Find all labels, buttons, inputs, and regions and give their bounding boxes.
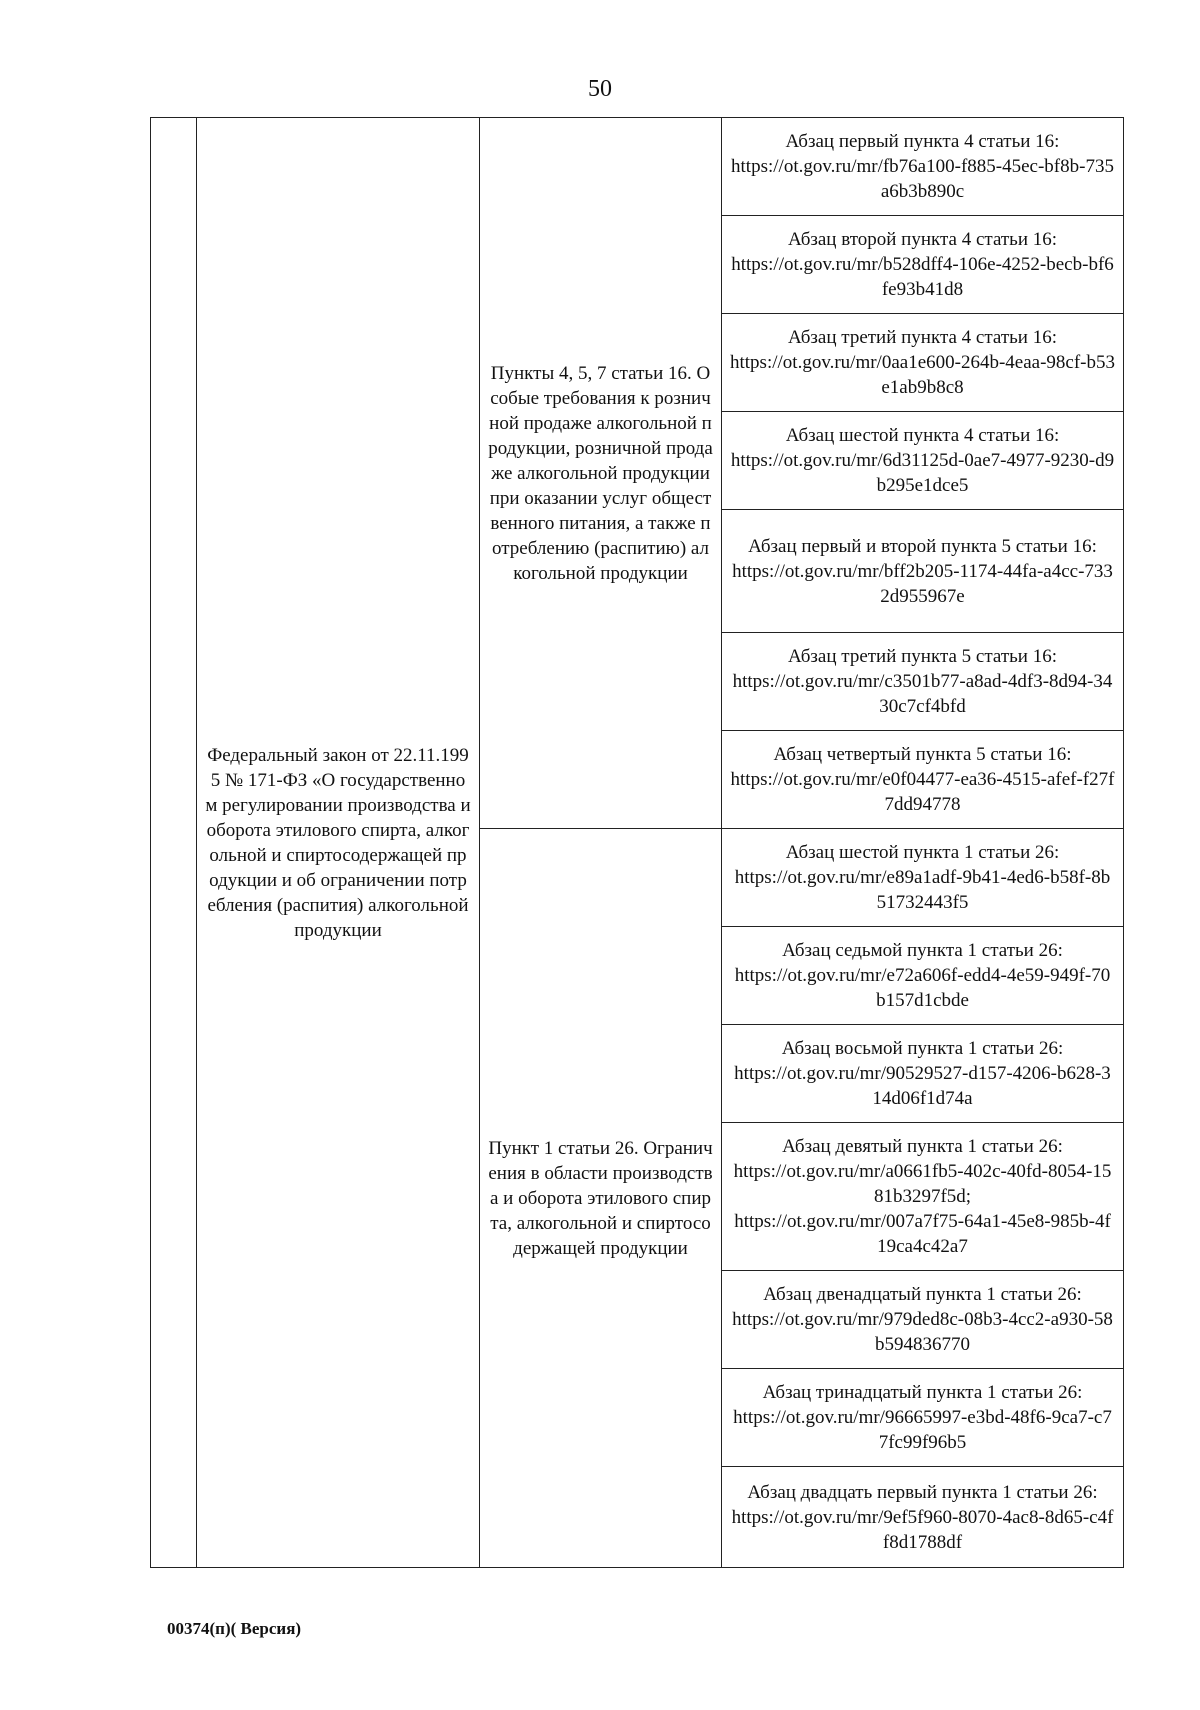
reference-link[interactable]: https://ot.gov.ru/mr/96665997-e3bd-48f6-9ca7-c77fc99f96b5	[733, 1407, 1112, 1453]
reference-caption: Абзац третий пункта 4 статьи 16:	[788, 327, 1057, 348]
reference-caption: Абзац двадцать первый пункта 1 статьи 26:	[747, 1481, 1098, 1503]
reference-caption: Абзац восьмой пункта 1 статьи 26:	[781, 1038, 1064, 1059]
reference-link[interactable]: https://ot.gov.ru/mr/fb76a100-f885-45ec-bf8b-735a6b3b890c	[731, 156, 1114, 202]
reference-link[interactable]: https://ot.gov.ru/mr/e72a606f-edd4-4e59-949f-70b157d1cbde	[734, 965, 1111, 1011]
reference-cell	[722, 633, 1124, 731]
reference-cell	[722, 412, 1124, 510]
reference-cell	[722, 927, 1124, 1025]
reference-caption: Абзац тринадцатый пункта 1 статьи 26:	[762, 1382, 1083, 1403]
reference-link[interactable]: https://ot.gov.ru/mr/c3501b77-a8ad-4df3-8d94-3430c7cf4bfd	[732, 671, 1113, 717]
reference-cell	[722, 510, 1124, 633]
document-footer: 00374(п)( Версия)	[167, 1619, 302, 1638]
reference-link[interactable]: https://ot.gov.ru/mr/6d31125d-0ae7-4977-9230-d9b295e1dce5	[730, 450, 1115, 496]
reference-link[interactable]: https://ot.gov.ru/mr/0aa1e600-264b-4eaa-98cf-b53e1ab9b8c8	[730, 352, 1115, 398]
reference-cell	[722, 1025, 1124, 1123]
reference-caption: Абзац шестой пункта 4 статьи 16:	[785, 425, 1060, 446]
reference-link[interactable]: https://ot.gov.ru/mr/bff2b205-1174-44fa-a4cc-7332d955967e	[732, 560, 1113, 607]
reference-caption: Абзац третий пункта 5 статьи 16:	[788, 646, 1057, 667]
reference-link[interactable]: https://ot.gov.ru/mr/979ded8c-08b3-4cc2-a930-58b594836770	[732, 1309, 1113, 1355]
reference-caption: Абзац второй пункта 4 статьи 16:	[787, 229, 1058, 250]
reference-cell	[722, 731, 1124, 829]
reference-link[interactable]: https://ot.gov.ru/mr/90529527-d157-4206-b628-314d06f1d74a	[734, 1063, 1111, 1109]
reference-caption: Абзац шестой пункта 1 статьи 26:	[785, 842, 1060, 863]
article-cell: Пункт 1 статьи 26. Ограничения в области производства и оборота этилового спирта, алкогольной и спиртосодержащей продукции	[480, 829, 722, 1568]
reference-caption: Абзац четвертый пункта 5 статьи 16:	[773, 744, 1072, 765]
reference-link[interactable]: https://ot.gov.ru/mr/e0f04477-ea36-4515-afef-f27f7dd94778	[730, 769, 1115, 815]
reference-link[interactable]: https://ot.gov.ru/mr/9ef5f960-8070-4ac8-8d65-c4ff8d1788df	[731, 1506, 1114, 1553]
reference-caption: Абзац седьмой пункта 1 статьи 26:	[782, 940, 1063, 961]
table-row	[151, 118, 1124, 216]
reference-caption: Абзац девятый пункта 1 статьи 26:	[782, 1136, 1063, 1157]
reference-caption: Абзац первый пункта 4 статьи 16:	[785, 131, 1060, 152]
article-cell: Пункты 4, 5, 7 статьи 16. Особые требования к розничной продаже алкогольной продукции, розничной продаже алкогольной продукции при оказании услуг общественного питания, а также потреблению (распитию) алкогольной продукции	[480, 118, 722, 829]
number-cell	[151, 118, 197, 1568]
page-number: 50	[588, 76, 612, 102]
reference-caption: Абзац первый и второй пункта 5 статьи 16:	[748, 535, 1097, 557]
document-table	[150, 117, 1124, 1568]
reference-link[interactable]: https://ot.gov.ru/mr/e89a1adf-9b41-4ed6-b58f-8b51732443f5	[734, 867, 1111, 913]
reference-cell	[722, 1123, 1124, 1271]
reference-cell	[722, 118, 1124, 216]
law-name-cell: Федеральный закон от 22.11.1995 № 171-ФЗ «О государственном регулировании производства и оборота этилового спирта, алкогольной и спиртосодержащей продукции и об ограничении потребления (распития) алкогольной продукции	[197, 118, 480, 1568]
reference-link[interactable]: https://ot.gov.ru/mr/a0661fb5-402c-40fd-8054-1581b3297f5d;	[733, 1161, 1112, 1207]
reference-caption: Абзац двенадцатый пункта 1 статьи 26:	[763, 1284, 1082, 1305]
reference-cell	[722, 829, 1124, 927]
reference-cell	[722, 1467, 1124, 1568]
reference-cell	[722, 216, 1124, 314]
reference-link[interactable]: https://ot.gov.ru/mr/b528dff4-106e-4252-becb-bf6fe93b41d8	[731, 254, 1114, 300]
reference-cell	[722, 1369, 1124, 1467]
reference-link[interactable]: https://ot.gov.ru/mr/007a7f75-64a1-45e8-985b-4f19ca4c42a7	[734, 1211, 1111, 1257]
reference-cell	[722, 1271, 1124, 1369]
reference-cell	[722, 314, 1124, 412]
